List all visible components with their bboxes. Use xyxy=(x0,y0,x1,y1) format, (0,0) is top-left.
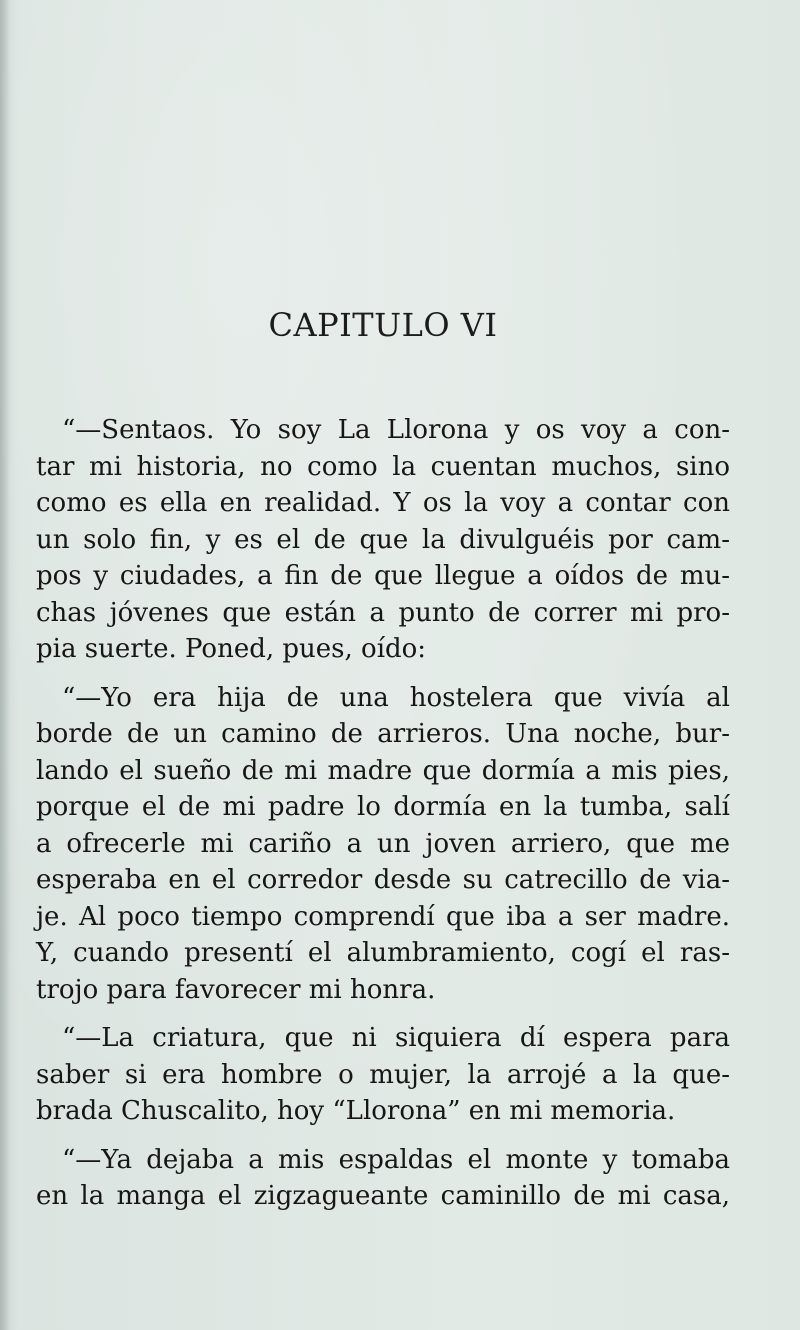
text-line: pos y ciudades, a fin de que llegue a oídos de mu- xyxy=(36,561,730,591)
text-line: “—Yo era hija de una hostelera que vivía al xyxy=(62,682,730,713)
text-line: trojo para favorecer mi honra. xyxy=(36,974,436,1005)
text-line: “—La criatura, que ni siquiera dí espera para xyxy=(62,1023,730,1053)
paragraph-4 xyxy=(36,1142,730,1215)
text-line: esperaba en el corredor desde su catrecillo de via- xyxy=(36,865,730,895)
body-text xyxy=(36,412,730,1227)
paragraph-2 xyxy=(36,680,730,1009)
text-line: borde de un camino de arrieros. Una noche, bur- xyxy=(36,719,730,749)
text-line: Y, cuando presentí el alumbramiento, cogí el ras- xyxy=(36,938,730,968)
paragraph-3 xyxy=(36,1020,730,1130)
text-line: chas jóvenes que están a punto de correr mi pro- xyxy=(36,597,730,628)
text-line: je. Al poco tiempo comprendí que iba a ser madre. xyxy=(36,901,730,932)
text-line: en la manga el zigzagueante caminillo de mi casa, xyxy=(36,1181,730,1211)
text-line: como es ella en realidad. Y os la voy a contar con xyxy=(36,488,730,518)
text-line: a ofrecerle mi cariño a un joven arriero, que me xyxy=(36,828,730,859)
text-line: saber si era hombre o mujer, la arrojé a la que- xyxy=(36,1059,730,1090)
chapter-title: CAPITULO VI xyxy=(268,306,498,344)
text-line: lando el sueño de mi madre que dormía a mis pies, xyxy=(36,755,730,786)
text-line: porque el de mi padre lo dormía en la tumba, salí xyxy=(36,792,730,822)
text-line: “—Ya dejaba a mis espaldas el monte y tomaba xyxy=(62,1144,730,1175)
paragraph-1 xyxy=(36,412,730,668)
text-line: tar mi historia, no como la cuentan muchos, sino xyxy=(36,451,730,482)
page-binding-edge xyxy=(0,0,10,1330)
text-line: pia suerte. Poned, pues, oído: xyxy=(36,634,427,664)
text-line: brada Chuscalito, hoy “Llorona” en mi memoria. xyxy=(36,1096,676,1126)
text-line: un solo fin, y es el de que la divulguéis por cam- xyxy=(36,524,730,555)
text-line: “—Sentaos. Yo soy La Llorona y os voy a con- xyxy=(62,415,730,445)
